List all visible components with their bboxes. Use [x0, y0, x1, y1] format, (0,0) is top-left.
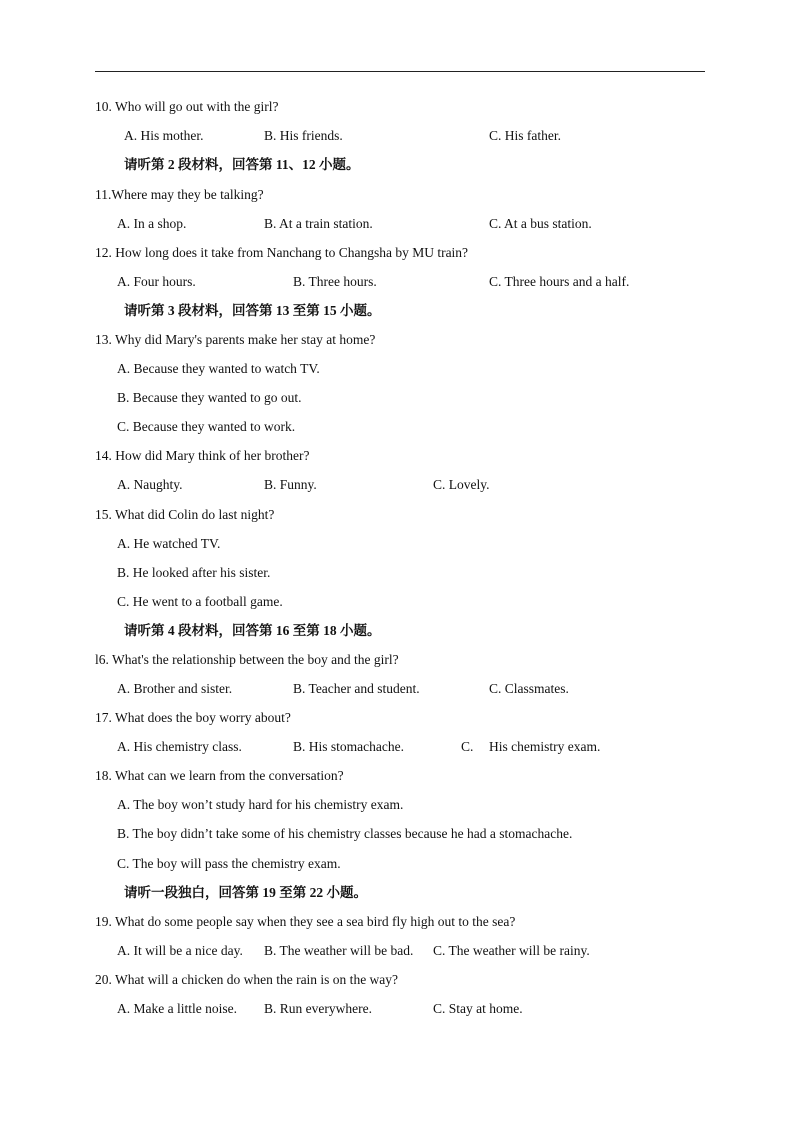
option-12-c: C. Three hours and a half. — [489, 274, 630, 289]
question-11: 11.Where may they be talking? — [95, 187, 264, 202]
question-19: 19. What do some people say when they see a sea bird fly high out to the sea? — [95, 914, 516, 929]
option-11-a: A. In a shop. — [117, 216, 187, 231]
option-15-a: A. He watched TV. — [117, 536, 221, 551]
option-16-b: B. Teacher and student. — [293, 681, 420, 696]
option-13-c: C. Because they wanted to work. — [117, 419, 296, 434]
option-18-c: C. The boy will pass the chemistry exam. — [117, 856, 341, 871]
question-18: 18. What can we learn from the conversation? — [95, 768, 344, 783]
option-13-b: B. Because they wanted to go out. — [117, 390, 302, 405]
option-14-b: B. Funny. — [264, 477, 317, 492]
question-13: 13. Why did Mary's parents make her stay at home? — [95, 332, 376, 347]
option-18-a: A. The boy won’t study hard for his chemistry exam. — [117, 797, 404, 812]
option-15-b: B. He looked after his sister. — [117, 565, 271, 580]
option-15-c: C. He went to a football game. — [117, 594, 283, 609]
option-17-c-letter: C. — [461, 739, 474, 754]
question-10: 10. Who will go out with the girl? — [95, 99, 279, 114]
header-rule — [95, 71, 705, 72]
question-16: l6. What's the relationship between the boy and the girl? — [95, 652, 399, 667]
section-heading-2: 请听第 2 段材料，回答第 11、12 小题。 — [124, 157, 360, 172]
question-14: 14. How did Mary think of her brother? — [95, 448, 310, 463]
option-20-a: A. Make a little noise. — [117, 1001, 237, 1016]
option-19-a: A. It will be a nice day. — [117, 943, 243, 958]
option-19-b: B. The weather will be bad. — [264, 943, 414, 958]
option-10-a: A. His mother. — [124, 128, 204, 143]
option-19-c: C. The weather will be rainy. — [433, 943, 590, 958]
option-10-c: C. His father. — [489, 128, 561, 143]
option-20-c: C. Stay at home. — [433, 1001, 523, 1016]
option-17-c-text: His chemistry exam. — [489, 739, 601, 754]
option-11-c: C. At a bus station. — [489, 216, 592, 231]
question-12: 12. How long does it take from Nanchang to Changsha by MU train? — [95, 245, 469, 260]
option-13-a: A. Because they wanted to watch TV. — [117, 361, 320, 376]
section-heading-monologue: 请听一段独白，回答第 19 至第 22 小题。 — [124, 885, 367, 900]
option-20-b: B. Run everywhere. — [264, 1001, 372, 1016]
option-16-a: A. Brother and sister. — [117, 681, 233, 696]
option-14-a: A. Naughty. — [117, 477, 183, 492]
question-15: 15. What did Colin do last night? — [95, 507, 275, 522]
option-16-c: C. Classmates. — [489, 681, 569, 696]
option-10-b: B. His friends. — [264, 128, 343, 143]
section-heading-3: 请听第 3 段材料，回答第 13 至第 15 小题。 — [124, 303, 381, 318]
option-18-b: B. The boy didn’t take some of his chemistry classes because he had a stomachache. — [117, 826, 573, 841]
section-heading-4: 请听第 4 段材料，回答第 16 至第 18 小题。 — [124, 623, 381, 638]
option-12-a: A. Four hours. — [117, 274, 196, 289]
option-17-b: B. His stomachache. — [293, 739, 404, 754]
option-17-a: A. His chemistry class. — [117, 739, 242, 754]
question-20: 20. What will a chicken do when the rain is on the way? — [95, 972, 399, 987]
option-14-c: C. Lovely. — [433, 477, 490, 492]
option-11-b: B. At a train station. — [264, 216, 373, 231]
question-17: 17. What does the boy worry about? — [95, 710, 291, 725]
option-12-b: B. Three hours. — [293, 274, 377, 289]
